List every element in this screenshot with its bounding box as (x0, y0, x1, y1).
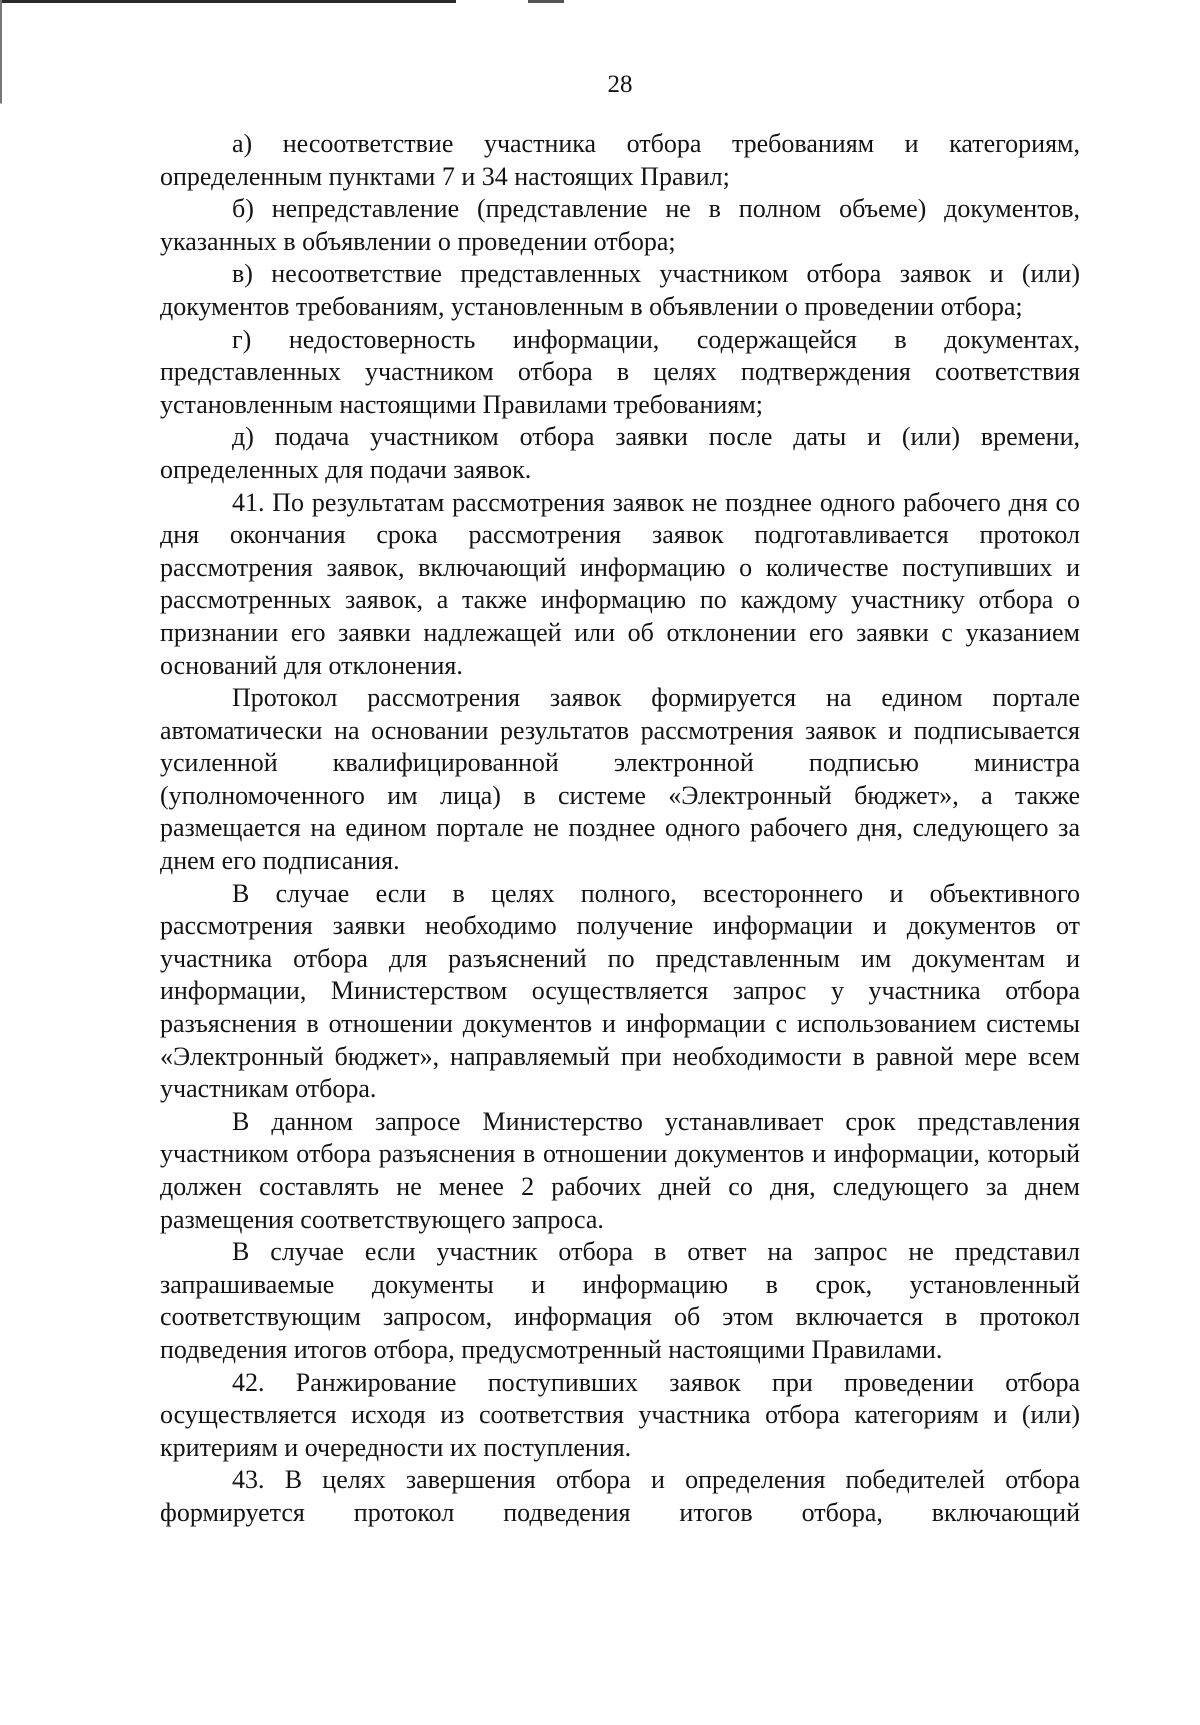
paragraph-item-g: г) недостоверность информации, содержащейся в документах, представленных участником отбора в целях подтверждения соответствия установленным настоящими Правилами требованиям; (160, 324, 1080, 419)
page-number: 28 (607, 71, 633, 98)
paragraph-request-deadline: В данном запросе Министерство устанавливает срок представления участником отбора разъяснения в отношении документов и информации, который должен составлять не менее 2 рабочих дней со дня, следующего за днем размещения соответствующего запроса. (160, 1106, 1080, 1234)
paragraph-item-a: а) несоответствие участника отбора требованиям и категориям, определенным пунктами 7 и 34 настоящих Правил; (160, 129, 1080, 191)
paragraph-item-v: в) несоответствие представленных участником отбора заявок и (или) документов требованиям, установленным в объявлении о проведении отбора; (160, 259, 1080, 321)
paragraph-protocol-formation: Протокол рассмотрения заявок формируется на едином портале автоматически на основании результатов рассмотрения заявок и подписывается усиленной квалифицированной электронной подписью министра (уполномоченного им лица) в системе «Электронный бюджет», а также размещается на едином портале не позднее одного рабочего дня, следующего за днем его подписания. (160, 683, 1080, 876)
paragraph-clause-43: 43. В целях завершения отбора и определения победителей отбора формируется протокол подведения итогов отбора, включающий (160, 1465, 1080, 1527)
scan-edge-left (0, 0, 2, 1725)
paragraph-clause-41: 41. По результатам рассмотрения заявок не позднее одного рабочего дня со дня окончания срока рассмотрения заявок подготавливается протокол рассмотрения заявок, включающий информацию о количестве поступивших и рассмотренных заявок, а также информацию по каждому участнику отбора о признании его заявки надлежащей или об отклонении его заявки с указанием оснований для отклонения. (160, 487, 1080, 680)
paragraph-item-d: д) подача участником отбора заявки после даты и (или) времени, определенных для подачи заявок. (160, 422, 1080, 484)
paragraph-item-b: б) непредставление (представление не в полном объеме) документов, указанных в объявлении о проведении отбора; (160, 194, 1080, 256)
paragraph-clarification-request: В случае если в целях полного, всестороннего и объективного рассмотрения заявки необходимо получение информации и документов от участника отбора для разъяснений по представленным им документам и информации, Министерством осуществляется запрос у участника отбора разъяснения в отношении документов и информации с использованием системы «Электронный бюджет», направляемый при необходимости в равной мере всем участникам отбора. (160, 878, 1080, 1104)
paragraph-clause-42: 42. Ранжирование поступивших заявок при проведении отбора осуществляется исходя из соответствия участника отбора категориям и (или) критериям и очередности их поступления. (160, 1367, 1080, 1462)
document-body (160, 128, 1080, 1530)
paragraph-no-response: В случае если участник отбора в ответ на запрос не представил запрашиваемые документы и информацию в срок, установленный соответствующим запросом, информация об этом включается в протокол подведения итогов отбора, предусмотренный настоящими Правилами. (160, 1237, 1080, 1364)
scan-edge-top (0, 0, 1200, 3)
